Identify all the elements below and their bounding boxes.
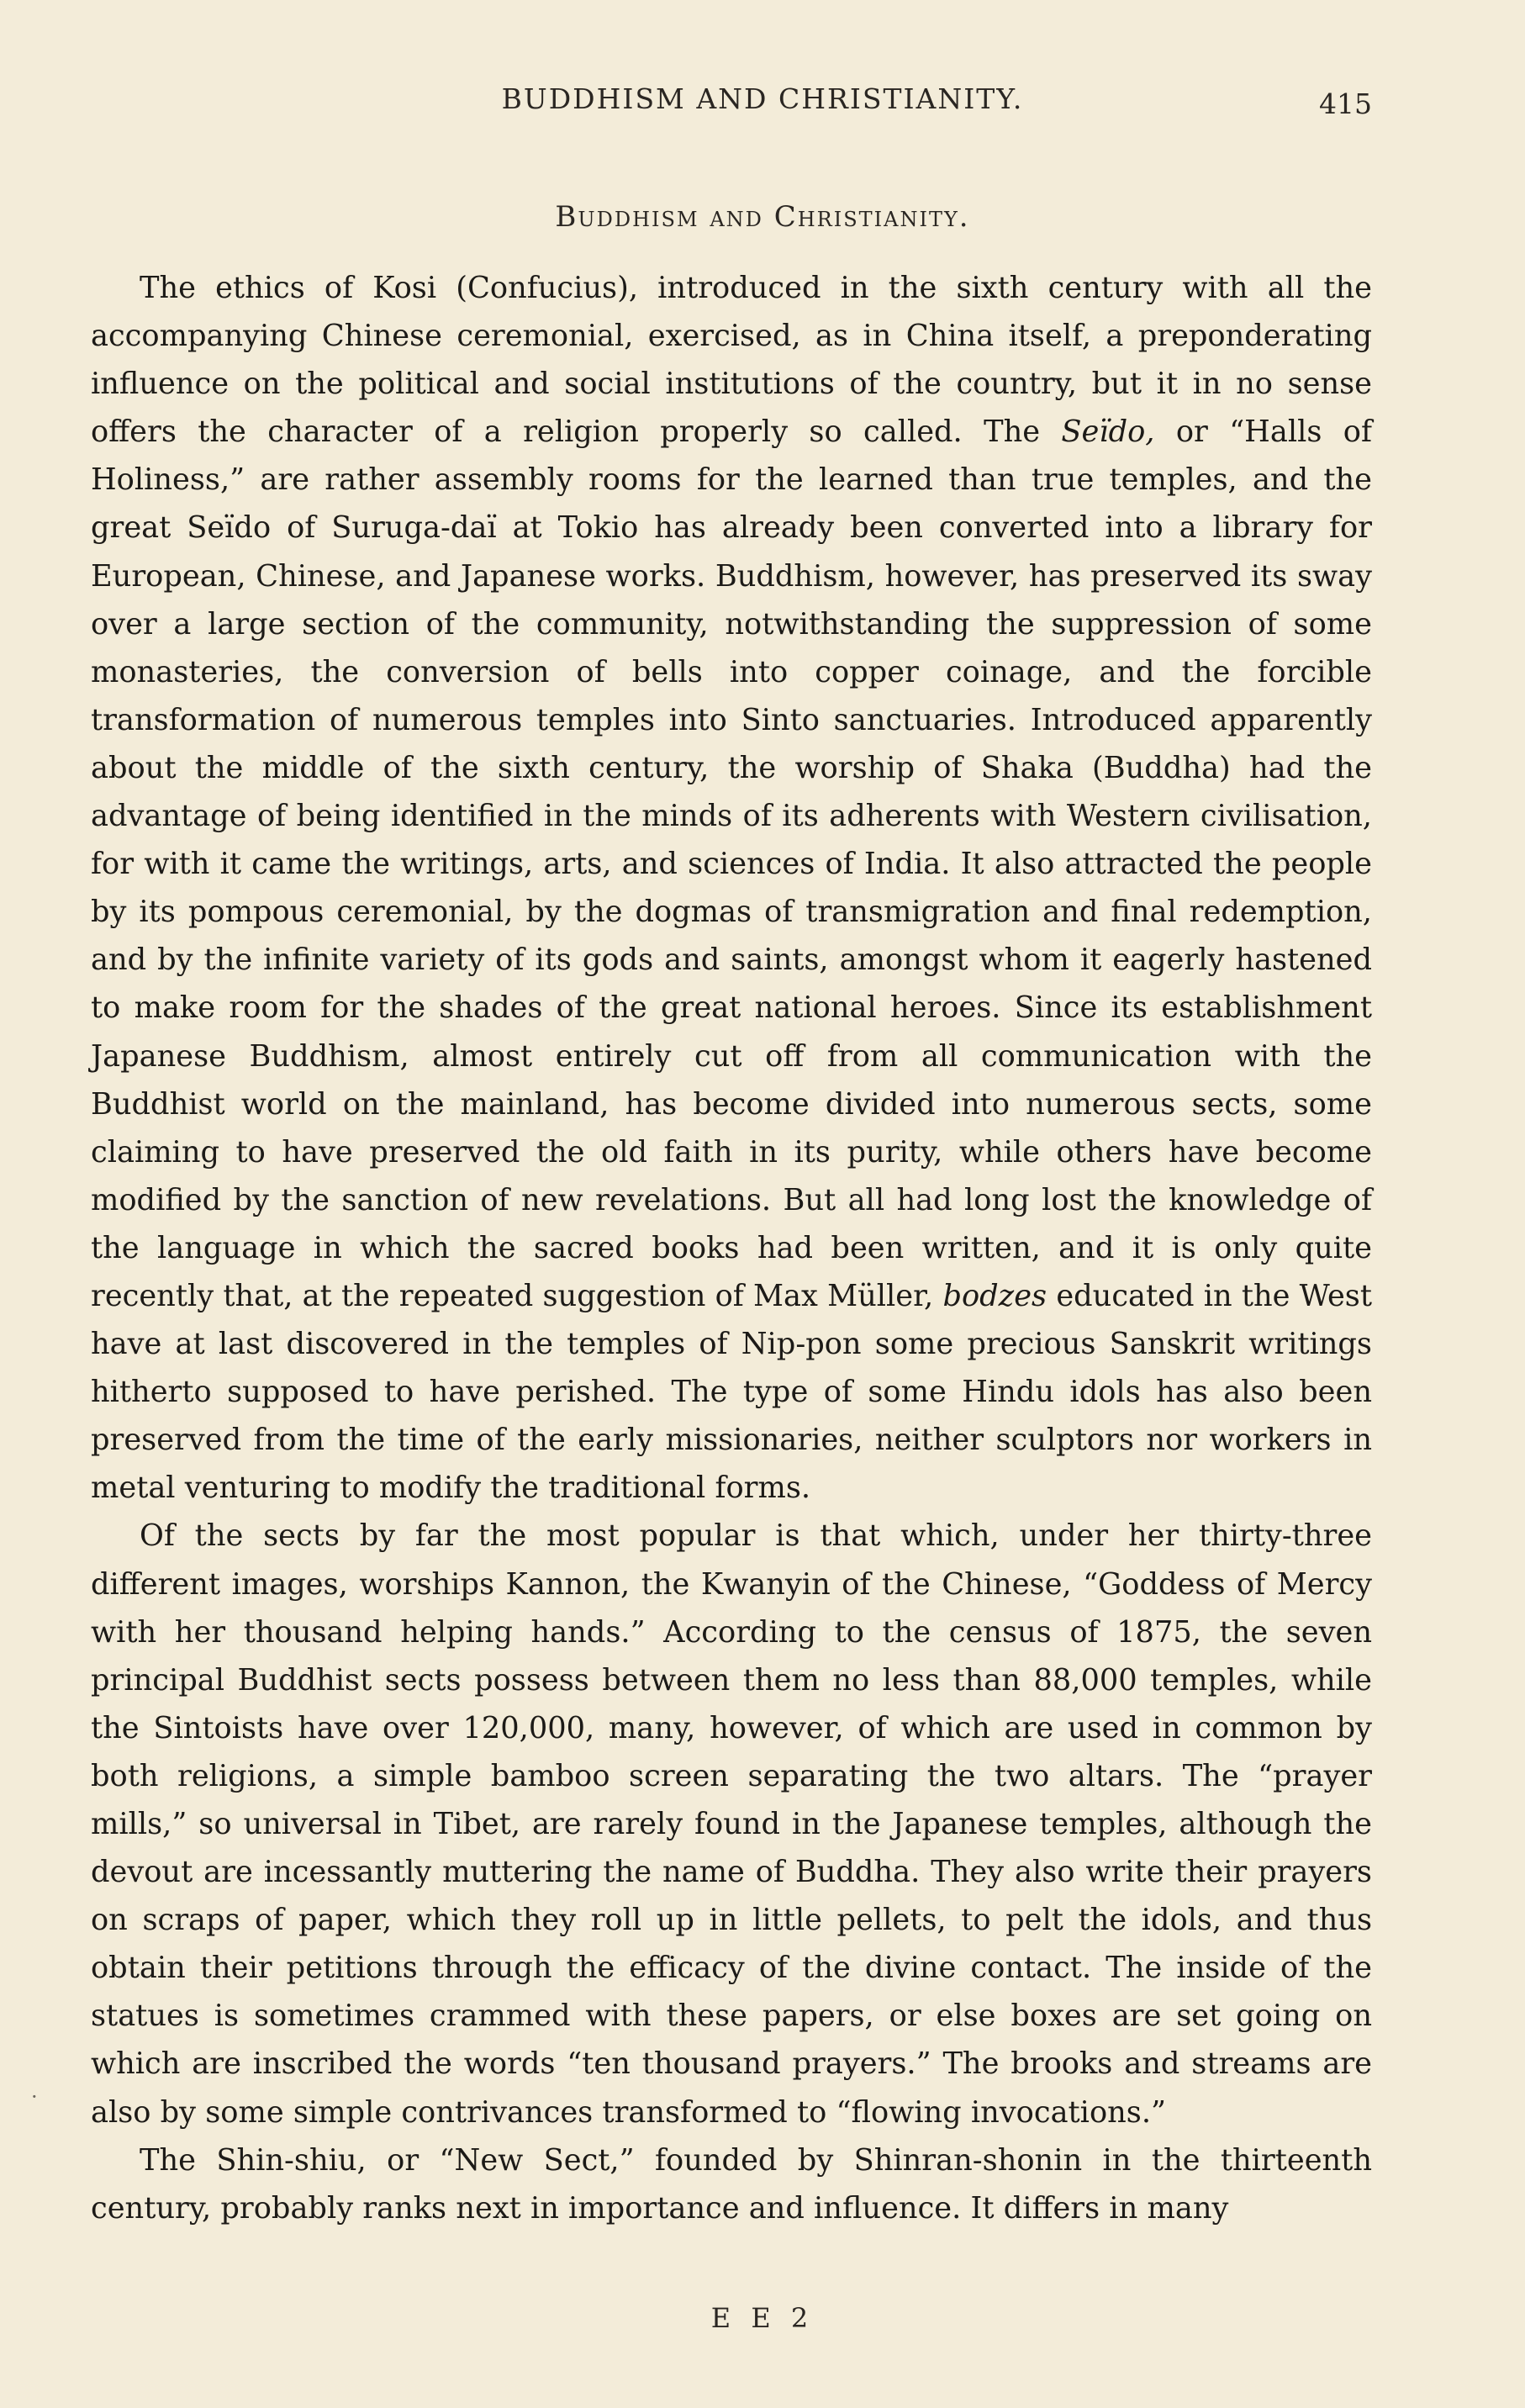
paragraph-1-part-2: or “Halls of Holiness,” are rather assembly rooms for the learned than true temples, and the great Seïdo of Suruga-daï at Tokio has already been converted into a library for European, Chinese, and Japanese works. Buddhism, however, has preserved its sway over a large section of the community, notwithstanding the suppression of some monasteries, the conversion of bells into copper coinage, and the forcible transformation of numerous temples into Sinto sanctuaries. Introduced apparently about the middle of the sixth century, the worship of Shaka (Buddha) had the advantage of being identified in the minds of its adherents with Western civilisation, for with it came the writings, arts, and sciences of India. It also attracted the people by its pompous ceremonial, by the dogmas of transmigration and final redemption, and by the infinite variety of its gods and saints, amongst whom it eagerly hastened to make room for the shades of the great national heroes. Since its establishment Japanese Buddhism, almost entirely cut off from all communication with the Buddhist world on the mainland, has become divided into numerous sects, some claiming to have preserved the old faith in its purity, while others have become modified by the sanction of new revelations. But all had long lost the knowledge of the language in which the sacred books had been written, and it is only quite recently that, at the repeated suggestion of Max Müller,	[91, 415, 1372, 1313]
paragraph-3: The Shin-shiu, or “New Sect,” founded by Shinran-shonin in the thirteenth century, probably ranks next in importance and influence. It differs in many	[91, 2142, 1372, 2226]
body-text	[91, 264, 1372, 2232]
section-title: Buddhism and Christianity.	[555, 200, 970, 234]
running-title: BUDDHISM AND CHRISTIANITY.	[501, 82, 1024, 115]
paragraph-2: Of the sects by far the most popular is that which, under her thirty-three different images, worships Kannon, the Kwanyin of the Chinese, “Goddess of Mercy with her thousand helping hands.” According to the census of 1875, the seven principal Buddhist sects possess between them no less than 88,000 temples, while the Sintoists have over 120,000, many, however, of which are used in common by both religions, a simple bamboo screen separating the two altars. The “prayer mills,” so universal in Tibet, are rarely found in the Japanese temples, although the devout are incessantly muttering the name of Buddha. They also write their prayers on scraps of paper, which they roll up in little pellets, to pelt the idols, and thus obtain their petitions through the efficacy of the divine contact. The inside of the statues is sometimes crammed with these papers, or else boxes are set going on which are inscribed the words “ten thousand prayers.” The brooks and streams are also by some simple contrivances transformed to “flowing invocations.”	[91, 1518, 1372, 2130]
page-number: 415	[1319, 87, 1372, 120]
margin-mark: ·	[31, 2085, 38, 2109]
paragraph-1	[91, 264, 1372, 1512]
paragraph-1-part-3: educated in the West have at last discovered in the temples of Nip-pon some precious Sanskrit writings hitherto supposed to have perished. The type of some Hindu idols has also been preserved from the time of the early missionaries, neither sculptors nor workers in metal venturing to modify the traditional forms.	[91, 1278, 1373, 1506]
paragraph-1-part-1: The ethics of Kosi (Confucius), introduced in the sixth century with all the accompanying Chinese ceremonial, exercised, as in China itself, a preponderating influence on the political and social institutions of the country, but it in no sense offers the character of a religion properly so called. The	[91, 271, 1372, 450]
term-seido: Seïdo,	[1061, 415, 1155, 450]
running-header	[0, 82, 1525, 124]
term-bodzes: bodzes	[942, 1278, 1047, 1313]
signature-mark: E E 2	[710, 2302, 815, 2334]
